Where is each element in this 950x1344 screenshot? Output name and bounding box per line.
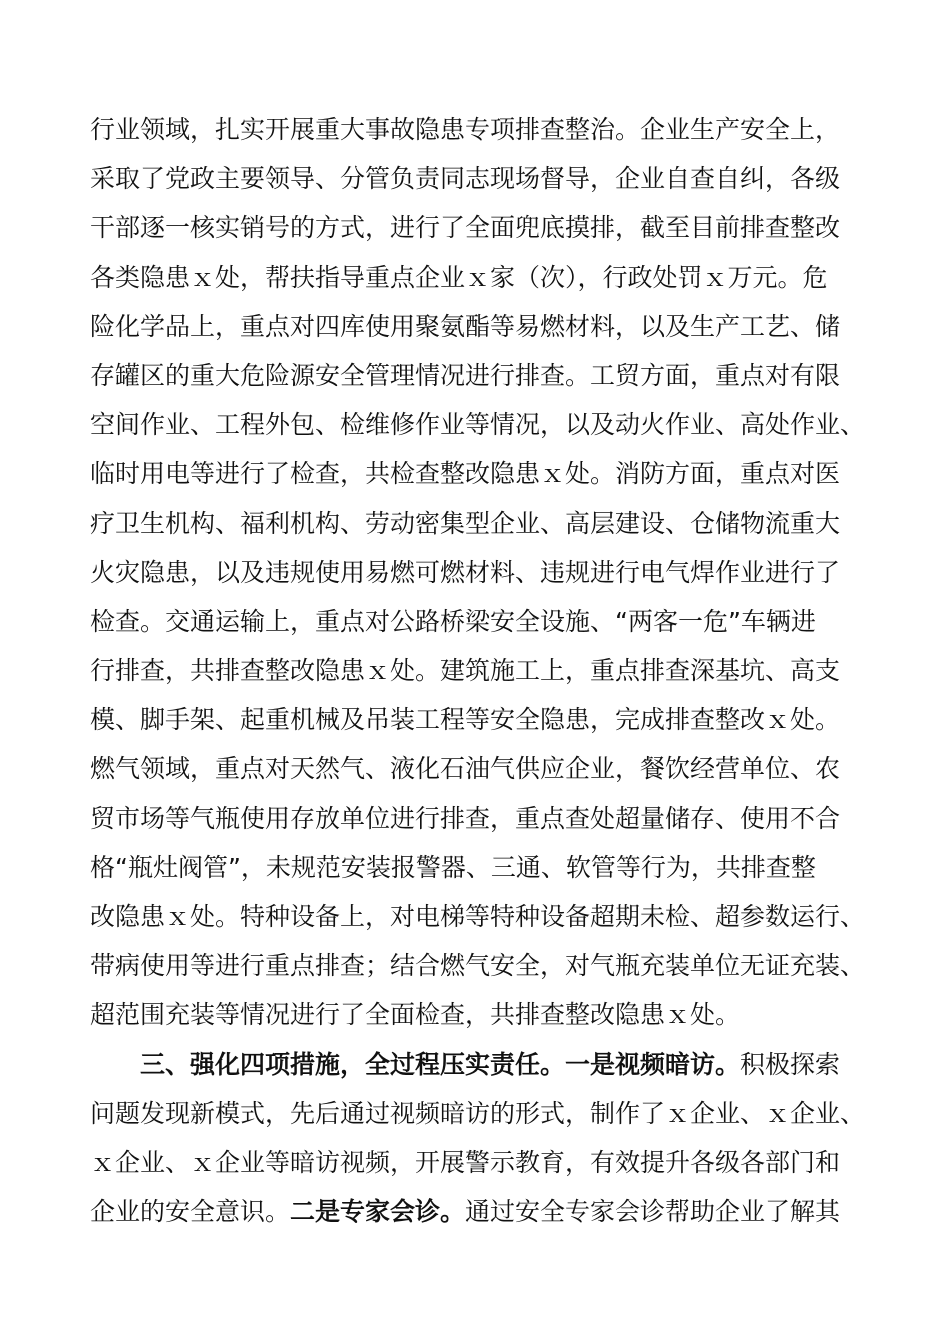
text-run: 通过安全专家会诊帮助企业了解其 [465,1197,841,1227]
text-line: 险化学品上，重点对四库使用聚氨酯等易燃材料，以及生产工艺、储 [90,311,841,341]
section-heading: 三、强化四项措施，全过程压实责任。 [140,1049,566,1079]
text-line: 问题发现新模式，先后通过视频暗访的形式，制作了ｘ企业、ｘ企业、 [90,1098,866,1128]
text-line [90,1187,860,1236]
text-line: 行业领域，扎实开展重大事故隐患专项排查整治。企业生产安全上， [90,115,841,144]
text-line: 疗卫生机构、福利机构、劳动密集型企业、高层建设、仓储物流重大 [90,508,841,538]
text-line: 超范围充装等情况进行了全面检查，共排查整改隐患ｘ处。 [90,1000,741,1030]
section-heading-line [90,1040,860,1089]
text-line: ｘ企业、ｘ企业等暗访视频，开展警示教育，有效提升各级各部门和 [90,1147,841,1177]
text-run: 积极探索 [740,1049,841,1079]
text-line: 贸市场等气瓶使用存放单位进行排查，重点查处超量储存、使用不合 [90,803,841,833]
text-line: 干部逐一核实销号的方式，进行了全面兜底摸排，截至目前排查整改 [90,213,841,243]
text-line: 火灾隐患，以及违规使用易燃可燃材料、违规进行电气焊作业进行了 [90,557,841,587]
item-title: 二是专家会诊。 [290,1197,466,1227]
text-line: 空间作业、工程外包、检维修作业等情况，以及动火作业、高处作业、 [90,410,866,440]
text-run: 企业的安全意识。 [90,1197,291,1227]
document-page [90,105,866,1236]
text-line: 模、脚手架、起重机械及吊装工程等安全隐患，完成排查整改ｘ处。 [90,705,841,735]
text-line: 燃气领域，重点对天然气、液化石油气供应企业，餐饮经营单位、农 [90,754,841,784]
text-line: 存罐区的重大危险源安全管理情况进行排查。工贸方面，重点对有限 [90,360,841,390]
text-line: 各类隐患ｘ处，帮扶指导重点企业ｘ家（次），行政处罚ｘ万元。危 [90,262,828,292]
text-line: 临时用电等进行了检查，共检查整改隐患ｘ处。消防方面，重点对医 [90,459,841,489]
text-line: 改隐患ｘ处。特种设备上，对电梯等特种设备超期未检、超参数运行、 [90,902,866,931]
text-line: 格“瓶灶阀管”，未规范安装报警器、三通、软管等行为，共排查整 [90,852,816,882]
text-line: 检查。交通运输上，重点对公路桥梁安全设施、“两客一危”车辆进 [90,606,816,636]
text-line: 带病使用等进行重点排查；结合燃气安全，对气瓶充装单位无证充装、 [90,951,866,981]
text-line: 采取了党政主要领导、分管负责同志现场督导，企业自查自纠，各级 [90,164,841,194]
item-title: 一是视频暗访。 [565,1049,741,1079]
text-line: 行排查，共排查整改隐患ｘ处。建筑施工上，重点排查深基坑、高支 [90,656,841,686]
